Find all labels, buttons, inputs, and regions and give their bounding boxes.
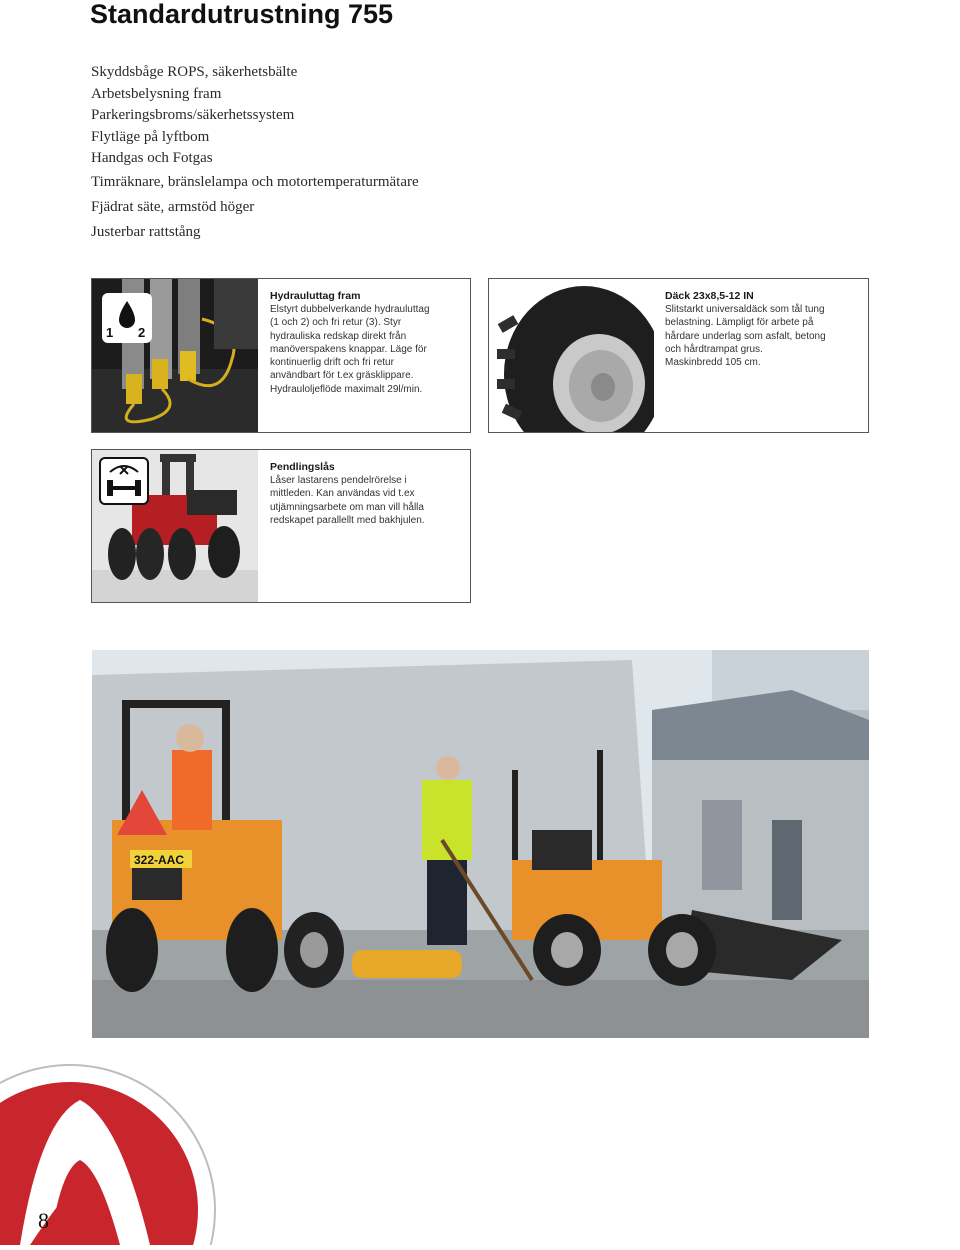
- card-title: Pendlingslås: [270, 461, 335, 473]
- card-line: Slitstarkt universaldäck som tål tung: [665, 304, 825, 315]
- license-plate-text: 322-AAC: [134, 853, 185, 867]
- outlet-1-label: 1: [106, 325, 114, 340]
- card-title: Däck 23x8,5-12 IN: [665, 290, 754, 302]
- card-line: Maskinbredd 105 cm.: [665, 357, 761, 369]
- card-line: hydrauliska redskap direkt från: [270, 330, 407, 342]
- hydraulic-couplings-photo: [92, 279, 258, 432]
- card-line: och hårdtrampat grus.: [665, 343, 763, 355]
- loader-rear-photo: [92, 450, 258, 602]
- list-item: Justerbar rattstång: [91, 223, 201, 240]
- list-item: Arbetsbelysning fram: [91, 85, 222, 102]
- list-item: Timräknare, bränslelampa och motortemperaturmätare: [91, 173, 419, 190]
- card-line: belastning. Lämpligt för arbete på: [665, 317, 814, 329]
- tire-photo: [489, 279, 654, 432]
- list-item: Fjädrat säte, armstöd höger: [91, 198, 255, 215]
- feature-card-tire: [488, 278, 869, 433]
- list-item: Parkeringsbroms/säkerhetssystem: [91, 107, 295, 123]
- card-text: [270, 460, 462, 527]
- main-photo-loaders: [92, 650, 869, 1038]
- card-line: Elstyrt dubbelverkande hydrauluttag: [270, 304, 430, 315]
- card-line: manöverspakens knappar. Läge för: [270, 343, 427, 355]
- list-item: Flytläge på lyftbom: [91, 128, 210, 145]
- card-line: utjämningsarbete om man vill hålla: [270, 501, 424, 513]
- card-line: mittleden. Kan användas vid t.ex: [270, 488, 415, 500]
- feature-card-pendulum-lock: [91, 449, 471, 603]
- page-number: 8: [38, 1208, 49, 1233]
- equipment-list: [91, 62, 419, 245]
- card-text: [665, 289, 860, 369]
- feature-card-hydraulic: [91, 278, 471, 433]
- card-text: [270, 289, 462, 396]
- card-line: (1 och 2) och fri retur (3). Styr: [270, 317, 402, 329]
- card-line: kontinuerlig drift och fri retur: [270, 357, 394, 369]
- card-line: hårdare underlag som asfalt, betong: [665, 330, 826, 342]
- card-line: användbart för t.ex gräsklippare.: [270, 370, 414, 382]
- brand-logo: [0, 1060, 240, 1245]
- card-title: Hydrauluttag fram: [270, 290, 361, 302]
- card-line: redskapet parallellt med bakhjulen.: [270, 514, 425, 526]
- list-item: Skyddsbåge ROPS, säkerhetsbälte: [91, 64, 298, 80]
- outlet-2-label: 2: [138, 325, 146, 340]
- list-item: Handgas och Fotgas: [91, 150, 213, 166]
- page-title: Standardutrustning 755: [90, 0, 394, 29]
- card-line: Låser lastarens pendelrörelse i: [270, 475, 407, 486]
- card-line: Hydrauloljeflöde maximalt 29l/min.: [270, 383, 423, 395]
